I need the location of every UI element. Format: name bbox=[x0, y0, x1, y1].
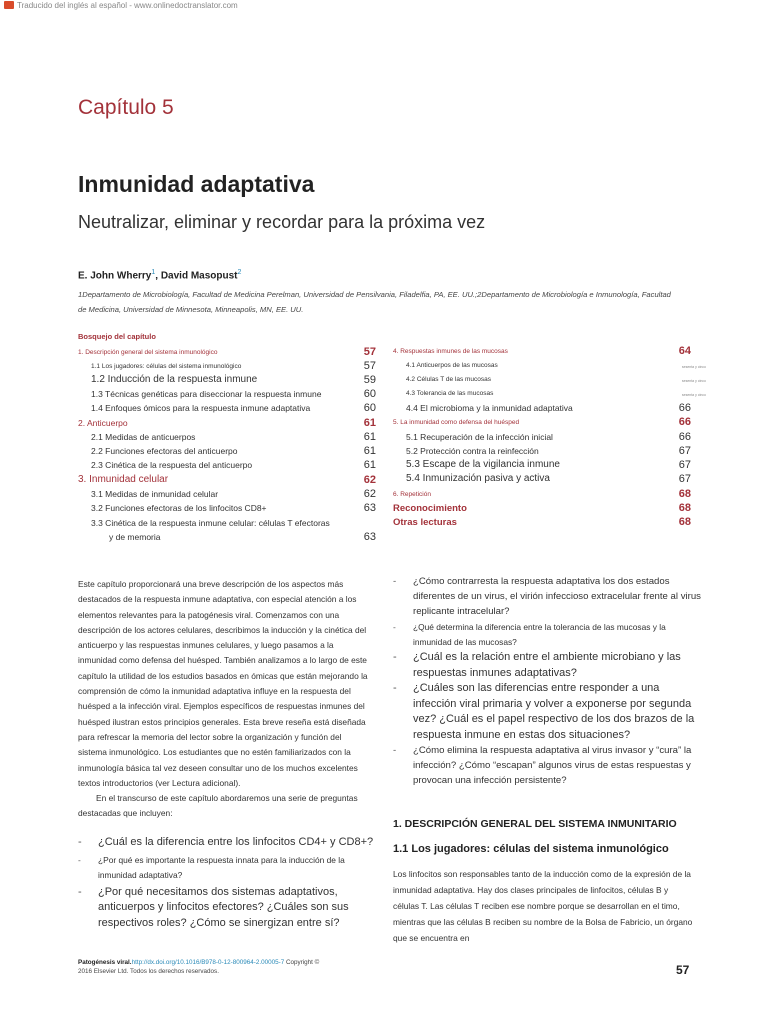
author-name: E. John Wherry bbox=[78, 270, 152, 282]
journal-name: Patogénesis viral. bbox=[78, 959, 132, 966]
question-item: - ¿Cómo contrarresta la respuesta adaptativa los dos estados diferentes de un virus, el virión infeccioso extracelular frente al virus replicante intracelular? bbox=[393, 574, 703, 620]
toc-entry-page: 67 bbox=[678, 445, 691, 457]
translator-banner[interactable] bbox=[0, 0, 238, 12]
toc-entry-label: 4.4 El microbioma y la inmunidad adaptativa bbox=[406, 403, 573, 413]
question-item: - ¿Qué determina la diferencia entre la tolerancia de las mucosas y la inmunidad de las mucosas? bbox=[393, 620, 703, 650]
outline-heading: Bosquejo del capítulo bbox=[78, 332, 156, 341]
toc-entry[interactable] bbox=[393, 516, 691, 530]
toc-entry-page: 66 bbox=[678, 402, 691, 414]
toc-entry[interactable] bbox=[406, 431, 691, 445]
toc-entry-label: 5.3 Escape de la vigilancia inmune bbox=[406, 459, 560, 470]
question-item: - ¿Cuál es la diferencia entre los linfocitos CD4+ y CD8+? bbox=[78, 835, 374, 851]
toc-entry-page: 57 bbox=[363, 346, 376, 358]
toc-entry[interactable] bbox=[91, 459, 376, 473]
toc-entry[interactable] bbox=[393, 502, 691, 516]
toc-entry-page: 60 bbox=[363, 388, 376, 400]
toc-entry-page: 61 bbox=[363, 431, 376, 443]
toc-entry[interactable] bbox=[393, 488, 691, 502]
toc-entry-label: Reconocimiento bbox=[393, 503, 467, 514]
toc-entry-label: 2.2 Funciones efectoras del anticuerpo bbox=[91, 446, 238, 456]
toc-entry[interactable] bbox=[406, 388, 706, 402]
toc-entry[interactable] bbox=[91, 360, 376, 374]
toc-entry-page: 57 bbox=[363, 360, 376, 372]
toc-entry[interactable] bbox=[78, 346, 376, 360]
question-item: - ¿Por qué es importante la respuesta innata para la inducción de la inmunidad adaptativa? bbox=[78, 853, 374, 883]
toc-entry-page: 62 bbox=[363, 488, 376, 500]
toc-entry-label: Otras lecturas bbox=[393, 517, 457, 528]
question-list-right bbox=[393, 574, 703, 789]
toc-entry-label: 3. Inmunidad celular bbox=[78, 474, 169, 485]
question-item: - ¿Cuáles son las diferencias entre responder a una infección viral primaria y volver a exponerse por segunda vez? ¿Cuál es el papel respectivo de los dos brazos de la respuesta inmune en estas dos situaciones? bbox=[393, 681, 703, 743]
translator-banner-text: Traducido del inglés al español - www.onlinedoctranslator.com bbox=[17, 1, 238, 10]
question-item: - ¿Por qué necesitamos dos sistemas adaptativos, anticuerpos y linfocitos efectores? ¿Cuáles son sus respectivos roles? ¿Cómo se sinergizan entre sí? bbox=[78, 885, 374, 932]
question-list-left bbox=[78, 835, 374, 931]
affiliation-marker[interactable]: 1 bbox=[151, 269, 156, 276]
toc-entry-page: 61 bbox=[363, 417, 376, 429]
toc-entry[interactable] bbox=[91, 445, 376, 459]
toc-entry[interactable] bbox=[78, 474, 376, 488]
toc-entry-page: 67 bbox=[678, 459, 691, 471]
toc-entry-page: 60 bbox=[363, 402, 376, 414]
toc-entry[interactable] bbox=[91, 388, 376, 402]
toc-entry-page: 68 bbox=[678, 502, 691, 514]
page-title: Inmunidad adaptativa bbox=[78, 171, 315, 197]
toc-entry[interactable] bbox=[91, 374, 376, 388]
toc-entry-page: 61 bbox=[363, 459, 376, 471]
toc-entry-label: y de memoria bbox=[109, 532, 161, 542]
toc-entry-label: 1. Descripción general del sistema inmunológico bbox=[78, 349, 218, 356]
toc-entry-label: 3.2 Funciones efectoras de los linfocitos CD8+ bbox=[91, 503, 267, 513]
toc-entry-label: 6. Repetición bbox=[393, 491, 431, 498]
toc-entry[interactable] bbox=[91, 488, 376, 502]
toc-entry-label: 2.3 Cinética de la respuesta del anticuerpo bbox=[91, 460, 253, 470]
toc-entry-label: 5. La inmunidad como defensa del huésped bbox=[393, 419, 520, 426]
toc-entry[interactable] bbox=[406, 402, 691, 416]
intro-paragraph-2: En el transcurso de este capítulo abordaremos una serie de preguntas destacadas que incluyen: bbox=[78, 793, 358, 819]
toc-entry-page: 68 bbox=[678, 516, 691, 528]
intro-paragraph: Este capítulo proporcionará una breve descripción de los aspectos más destacados de la respuesta inmune adaptativa, con especial atención a los elementos relevantes para la patogénesis viral. Comenzamos con una descripción de los actores celulares, describimos la inducción y la cinética del anticuerpo y las respuestas inmunes celulares, y luego pasamos a la inmunidad como defensa del huésped. También analizamos a lo largo de este capítulo la utilidad de los estudios basados en ómicas que están mejorando la comprensión de cómo la inmunidad adaptativa influye en la respuesta del huésped a la infección viral. Ejemplos específicos de respuestas inmunes del huésped ilustran estos principios generales. Esta breve reseña está diseñada para refrescar la memoria del lector sobre la organización y función del sistema inmunológico. Los estudiantes que no estén familiarizados con la inmunología básica tal vez deseen consultar uno de los muchos excelentes textos introductorios (ver Lectura adicional). bbox=[78, 579, 368, 788]
toc-entry-page: 63 bbox=[363, 531, 376, 543]
toc-entry-label: 4. Respuestas inmunes de las mucosas bbox=[393, 348, 508, 355]
toc-entry[interactable] bbox=[91, 431, 376, 445]
toc-entry[interactable] bbox=[406, 445, 691, 459]
toc-entry[interactable] bbox=[91, 502, 376, 516]
toc-entry-page: sesenta y cinco bbox=[681, 393, 706, 397]
doi-link[interactable]: http://dx.doi.org/10.1016/B978-0-12-800964-2.00005-7 bbox=[131, 959, 285, 966]
intro-text bbox=[78, 577, 368, 822]
section-heading: 1. DESCRIPCIÓN GENERAL DEL SISTEMA INMUNITARIO bbox=[393, 818, 677, 830]
toc-entry[interactable] bbox=[406, 360, 706, 374]
toc-entry-page: 67 bbox=[678, 473, 691, 485]
toc-entry-page: 66 bbox=[678, 431, 691, 443]
toc-entry[interactable] bbox=[109, 531, 376, 545]
toc-entry-label: 4.2 Células T de las mucosas bbox=[406, 376, 492, 383]
question-item: - ¿Cómo elimina la respuesta adaptativa al virus invasor y “cura” la infección? ¿Cómo “escapan” algunos virus de estas respuestas y provocan una infección persistente? bbox=[393, 743, 703, 789]
page-subtitle: Neutralizar, eliminar y recordar para la próxima vez bbox=[78, 212, 486, 232]
toc-entry-label: 5.1 Recuperación de la infección inicial bbox=[406, 432, 553, 442]
author-separator: , bbox=[155, 270, 161, 282]
toc-entry[interactable] bbox=[91, 402, 376, 416]
toc-entry-label: 1.1 Los jugadores: células del sistema inmunológico bbox=[91, 363, 242, 370]
toc-entry-label: 1.4 Enfoques ómicos para la respuesta inmune adaptativa bbox=[91, 403, 311, 413]
affiliation-text: 1Departamento de Microbiología, Facultad de Medicina Perelman, Universidad de Pensilvania, Filadelfia, PA, EE. UU.;2Departamento de Microbiología e Inmunología, Facultad de Medicina, Universidad de Minnesota, Minneapolis, MN, EE. UU. bbox=[78, 290, 671, 314]
author-line bbox=[78, 269, 241, 281]
toc-entry[interactable] bbox=[393, 416, 691, 430]
toc-entry-page: sesenta y cinco bbox=[681, 365, 706, 369]
toc-entry-label: 5.2 Protección contra la reinfección bbox=[406, 446, 539, 456]
toc-entry-page: 64 bbox=[678, 345, 691, 357]
toc-entry-page: 62 bbox=[363, 474, 376, 486]
page-number: 57 bbox=[676, 963, 690, 977]
affiliation-marker[interactable]: 2 bbox=[237, 269, 242, 276]
toc-entry[interactable] bbox=[91, 517, 376, 531]
toc-entry-label: 1.2 Inducción de la respuesta inmune bbox=[91, 374, 258, 385]
toc-entry-label: 4.1 Anticuerpos de las mucosas bbox=[406, 362, 498, 369]
toc-entry-page: 59 bbox=[363, 374, 376, 386]
chapter-label: Capítulo 5 bbox=[78, 96, 174, 119]
question-item: - ¿Cuál es la relación entre el ambiente microbiano y las respuestas inmunes adaptativas? bbox=[393, 650, 703, 681]
toc-entry-label: 2.1 Medidas de anticuerpos bbox=[91, 432, 196, 442]
toc-entry-page: 66 bbox=[678, 416, 691, 428]
copyright-text: Copyright © bbox=[284, 959, 320, 966]
toc-entry[interactable] bbox=[406, 374, 706, 388]
author-name: David Masopust bbox=[160, 270, 238, 282]
translate-icon bbox=[4, 1, 14, 9]
toc-entry[interactable] bbox=[78, 417, 376, 431]
section-paragraph: Los linfocitos son responsables tanto de la inducción como de la expresión de la inmunidad adaptativa. Hay dos clases principales de linfocitos, células B y células T. Las células T reciben ese nombre porque se desarrollan en el timo, mientras que las células B reciben su nombre de la Bolsa de Fabricio, un órgano que se encuentra en bbox=[393, 869, 693, 943]
toc-entry-page: 68 bbox=[678, 488, 691, 500]
copyright-line: 2016 Elsevier Ltd. Todos los derechos reservados. bbox=[78, 968, 219, 975]
toc-entry-label: 4.3 Tolerancia de las mucosas bbox=[406, 390, 494, 397]
toc-entry[interactable] bbox=[393, 345, 691, 359]
toc-entry-label: 2. Anticuerpo bbox=[78, 418, 128, 428]
toc-entry-page: 61 bbox=[363, 445, 376, 457]
toc-entry[interactable] bbox=[406, 473, 691, 487]
footer-citation bbox=[78, 958, 378, 976]
toc-entry[interactable] bbox=[406, 459, 691, 473]
toc-entry-label: 3.1 Medidas de inmunidad celular bbox=[91, 489, 219, 499]
subsection-heading: 1.1 Los jugadores: células del sistema inmunológico bbox=[393, 843, 669, 855]
toc-entry-label: 5.4 Inmunización pasiva y activa bbox=[406, 473, 550, 484]
toc-entry-page: 63 bbox=[363, 502, 376, 514]
toc-entry-label: 1.3 Técnicas genéticas para diseccionar la respuesta inmune bbox=[91, 389, 322, 399]
toc-entry-label: 3.3 Cinética de la respuesta inmune celular: células T efectoras bbox=[91, 518, 330, 528]
toc-entry-page: sesenta y cinco bbox=[681, 379, 706, 383]
